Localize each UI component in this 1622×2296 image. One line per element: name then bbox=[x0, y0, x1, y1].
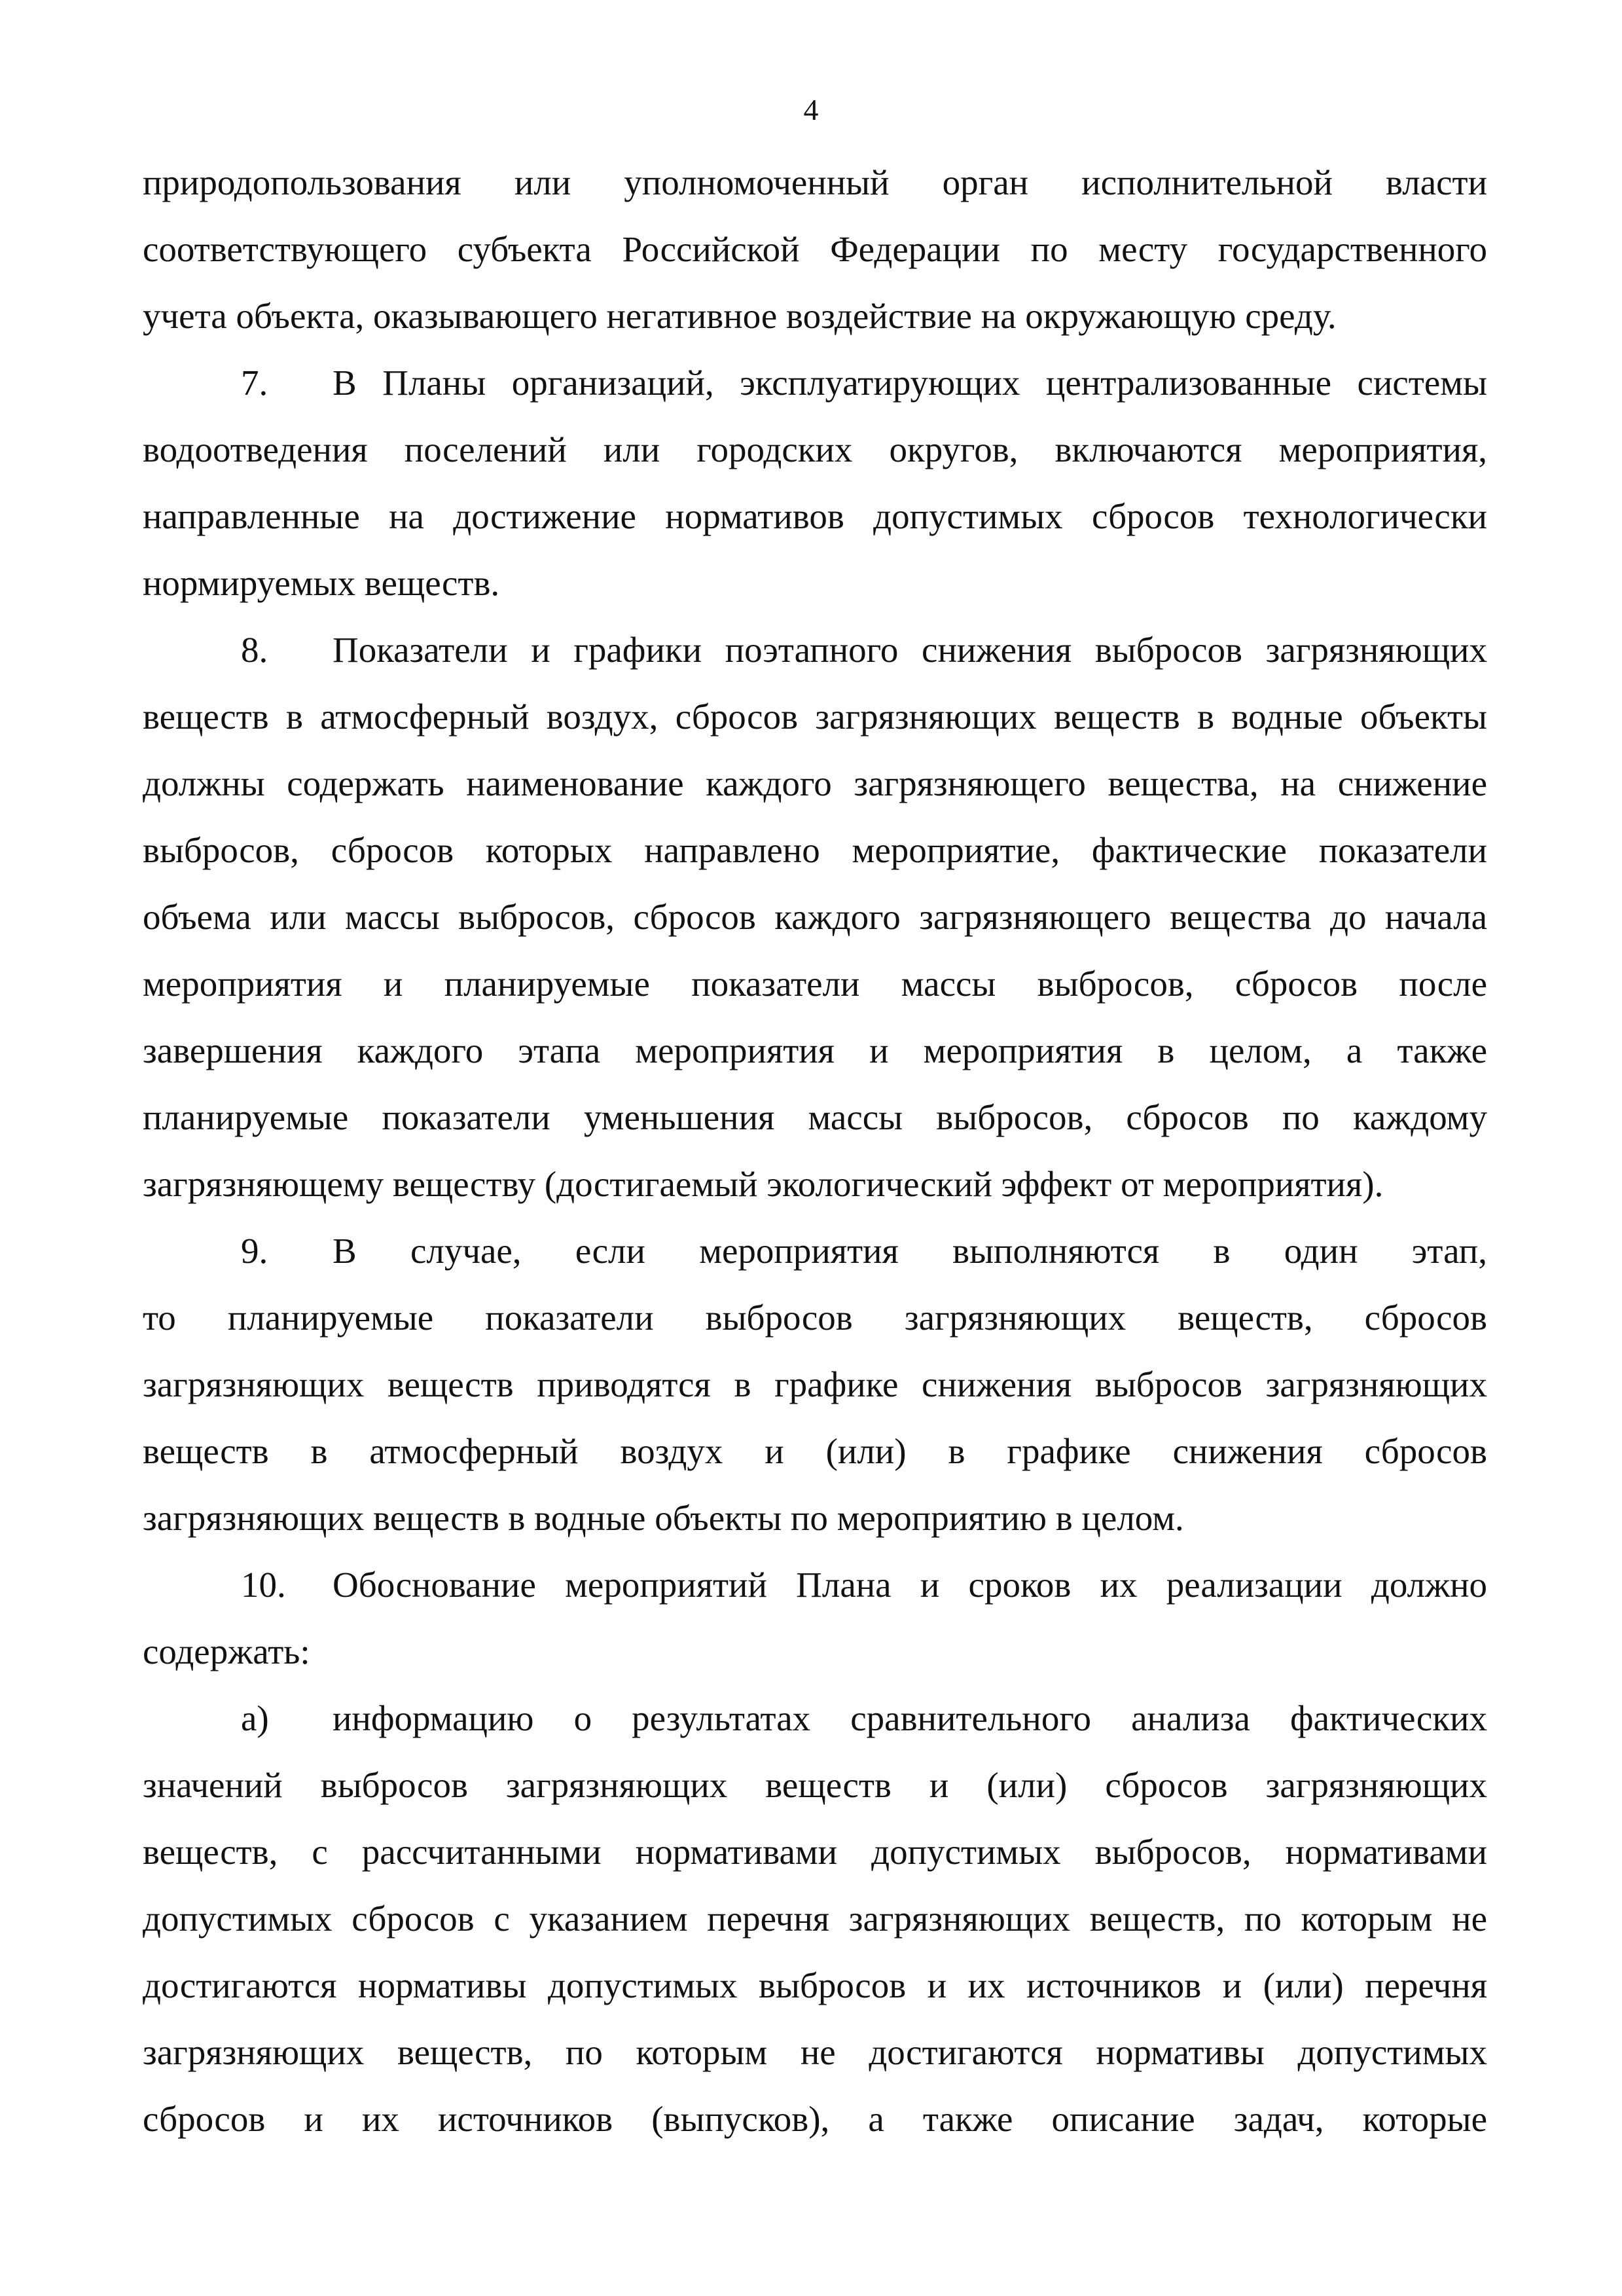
text-line: объема или массы выбросов, сбросов каждого загрязняющего вещества до начала bbox=[143, 897, 1487, 937]
paragraph-10-first-line bbox=[143, 1552, 1487, 1618]
text-segment: Показатели и графики поэтапного снижения выбросов загрязняющих bbox=[333, 630, 1487, 670]
text-line: значений выбросов загрязняющих веществ и (или) сбросов загрязняющих bbox=[143, 1765, 1487, 1805]
text-segment: В случае, если мероприятия выполняются в один этап, bbox=[333, 1231, 1487, 1271]
paragraph-8-first-line bbox=[143, 617, 1487, 683]
text-line: сбросов и их источников (выпусков), а также описание задач, которые bbox=[143, 2099, 1487, 2139]
text-line: водоотведения поселений или городских округов, включаются мероприятия, bbox=[143, 429, 1487, 469]
text-line: выбросов, сбросов которых направлено мероприятие, фактические показатели bbox=[143, 830, 1487, 870]
paragraph-number: 8. bbox=[241, 630, 268, 670]
paragraph-number: 7. bbox=[241, 363, 268, 403]
document-body bbox=[143, 149, 1487, 2153]
paragraph-number: 10. bbox=[241, 1565, 286, 1605]
text-line: содержать: bbox=[143, 1631, 310, 1671]
text-line: допустимых сбросов с указанием перечня загрязняющих веществ, по которым не bbox=[143, 1899, 1487, 1939]
paragraph-7-first-line bbox=[143, 350, 1487, 416]
paragraph-9-first-line bbox=[143, 1218, 1487, 1285]
text-line: должны содержать наименование каждого загрязняющего вещества, на снижение bbox=[143, 763, 1487, 803]
text-segment: В Планы организаций, эксплуатирующих централизованные системы bbox=[333, 363, 1487, 403]
text-segment: информацию о результатах сравнительного анализа фактических bbox=[333, 1698, 1487, 1738]
paragraph-number: 9. bbox=[241, 1231, 268, 1271]
text-line: соответствующего субъекта Российской Федерации по месту государственного bbox=[143, 229, 1487, 269]
text-line: нормируемых веществ. bbox=[143, 563, 500, 603]
text-line: планируемые показатели уменьшения массы выбросов, сбросов по каждому bbox=[143, 1097, 1487, 1137]
subitem-letter: а) bbox=[241, 1698, 269, 1738]
text-line: достигаются нормативы допустимых выбросов и их источников и (или) перечня bbox=[143, 1965, 1487, 2005]
subitem-a-first-line bbox=[143, 1685, 1487, 1752]
text-line: мероприятия и планируемые показатели массы выбросов, сбросов после bbox=[143, 964, 1487, 1004]
text-line: веществ в атмосферный воздух и (или) в графике снижения сбросов bbox=[143, 1431, 1487, 1471]
text-line: то планируемые показатели выбросов загрязняющих веществ, сбросов bbox=[143, 1298, 1487, 1338]
text-line: веществ в атмосферный воздух, сбросов загрязняющих веществ в водные объекты bbox=[143, 697, 1487, 737]
text-line: учета объекта, оказывающего негативное воздействие на окружающую среду. bbox=[143, 296, 1337, 336]
text-line: загрязняющих веществ, по которым не достигаются нормативы допустимых bbox=[143, 2032, 1487, 2072]
text-line: природопользования или уполномоченный орган исполнительной власти bbox=[143, 162, 1487, 202]
text-line: веществ, с рассчитанными нормативами допустимых выбросов, нормативами bbox=[143, 1832, 1487, 1872]
text-line: загрязняющих веществ приводятся в графике снижения выбросов загрязняющих bbox=[143, 1364, 1487, 1404]
text-segment: Обоснование мероприятий Плана и сроков их реализации должно bbox=[333, 1565, 1487, 1605]
page-number: 4 bbox=[803, 93, 819, 126]
text-line: завершения каждого этапа мероприятия и мероприятия в целом, а также bbox=[143, 1030, 1487, 1070]
text-line: загрязняющему веществу (достигаемый экологический эффект от мероприятия). bbox=[143, 1164, 1384, 1204]
text-line: направленные на достижение нормативов допустимых сбросов технологически bbox=[143, 496, 1487, 536]
text-line: загрязняющих веществ в водные объекты по мероприятию в целом. bbox=[143, 1498, 1184, 1538]
